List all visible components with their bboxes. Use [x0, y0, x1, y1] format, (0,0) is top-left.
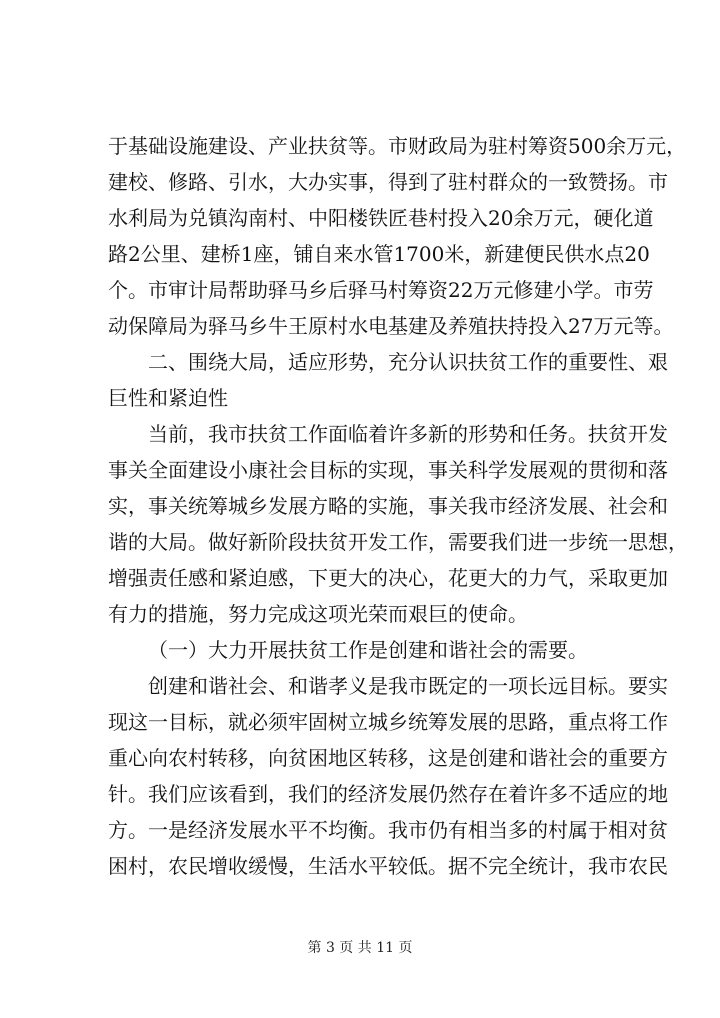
text-line: 于基础设施建设、产业扶贫等。市财政局为驻村筹资500余万元，: [108, 134, 687, 158]
text-line: 当前，我市扶贫工作面临着许多新的形势和任务。扶贫开发: [148, 422, 668, 446]
text-line: 现这一目标，就必须牢固树立城乡统筹发展的思路，重点将工作: [108, 710, 668, 734]
text-line: 水利局为兑镇沟南村、中阳楼铁匠巷村投入20余万元，硬化道: [108, 206, 654, 230]
text-line: 建校、修路、引水，大办实事，得到了驻村群众的一致赞扬。市: [108, 170, 668, 194]
text-line: 路2公里、建桥1座，铺自来水管1700米，新建便民供水点20: [108, 242, 650, 266]
text-line: 困村，农民增收缓慢，生活水平较低。据不完全统计，我市农民: [108, 854, 668, 878]
text-line: 方。一是经济发展水平不均衡。我市仍有相当多的村属于相对贫: [108, 818, 668, 842]
text-line: 动保障局为驿马乡牛王原村水电基建及养殖扶持投入27万元等。: [108, 314, 674, 338]
text-line: 个。市审计局帮助驿马乡后驿马村筹资22万元修建小学。市劳: [108, 278, 654, 302]
text-line: 谐的大局。做好新阶段扶贫开发工作，需要我们进一步统一思想，: [108, 530, 688, 554]
subsection-heading: （一）大力开展扶贫工作是创建和谐社会的需要。: [148, 638, 588, 662]
text-line: 针。我们应该看到，我们的经济发展仍然存在着许多不适应的地: [108, 782, 668, 806]
section-heading: 巨性和紧迫性: [108, 386, 228, 410]
text-line: 创建和谐社会、和谐孝义是我市既定的一项长远目标。要实: [148, 674, 668, 698]
text-line: 有力的措施，努力完成这项光荣而艰巨的使命。: [108, 602, 528, 626]
page-number-footer: 第 3 页 共 11 页: [307, 940, 413, 956]
text-line: 增强责任感和紧迫感，下更大的决心，花更大的力气，采取更加: [108, 566, 668, 590]
section-heading: 二、围绕大局，适应形势，充分认识扶贫工作的重要性、艰: [148, 350, 668, 374]
text-line: 重心向农村转移，向贫困地区转移，这是创建和谐社会的重要方: [108, 746, 668, 770]
text-line: 事关全面建设小康社会目标的实现，事关科学发展观的贯彻和落: [108, 458, 668, 482]
text-line: 实，事关统筹城乡发展方略的实施，事关我市经济发展、社会和: [108, 494, 668, 518]
